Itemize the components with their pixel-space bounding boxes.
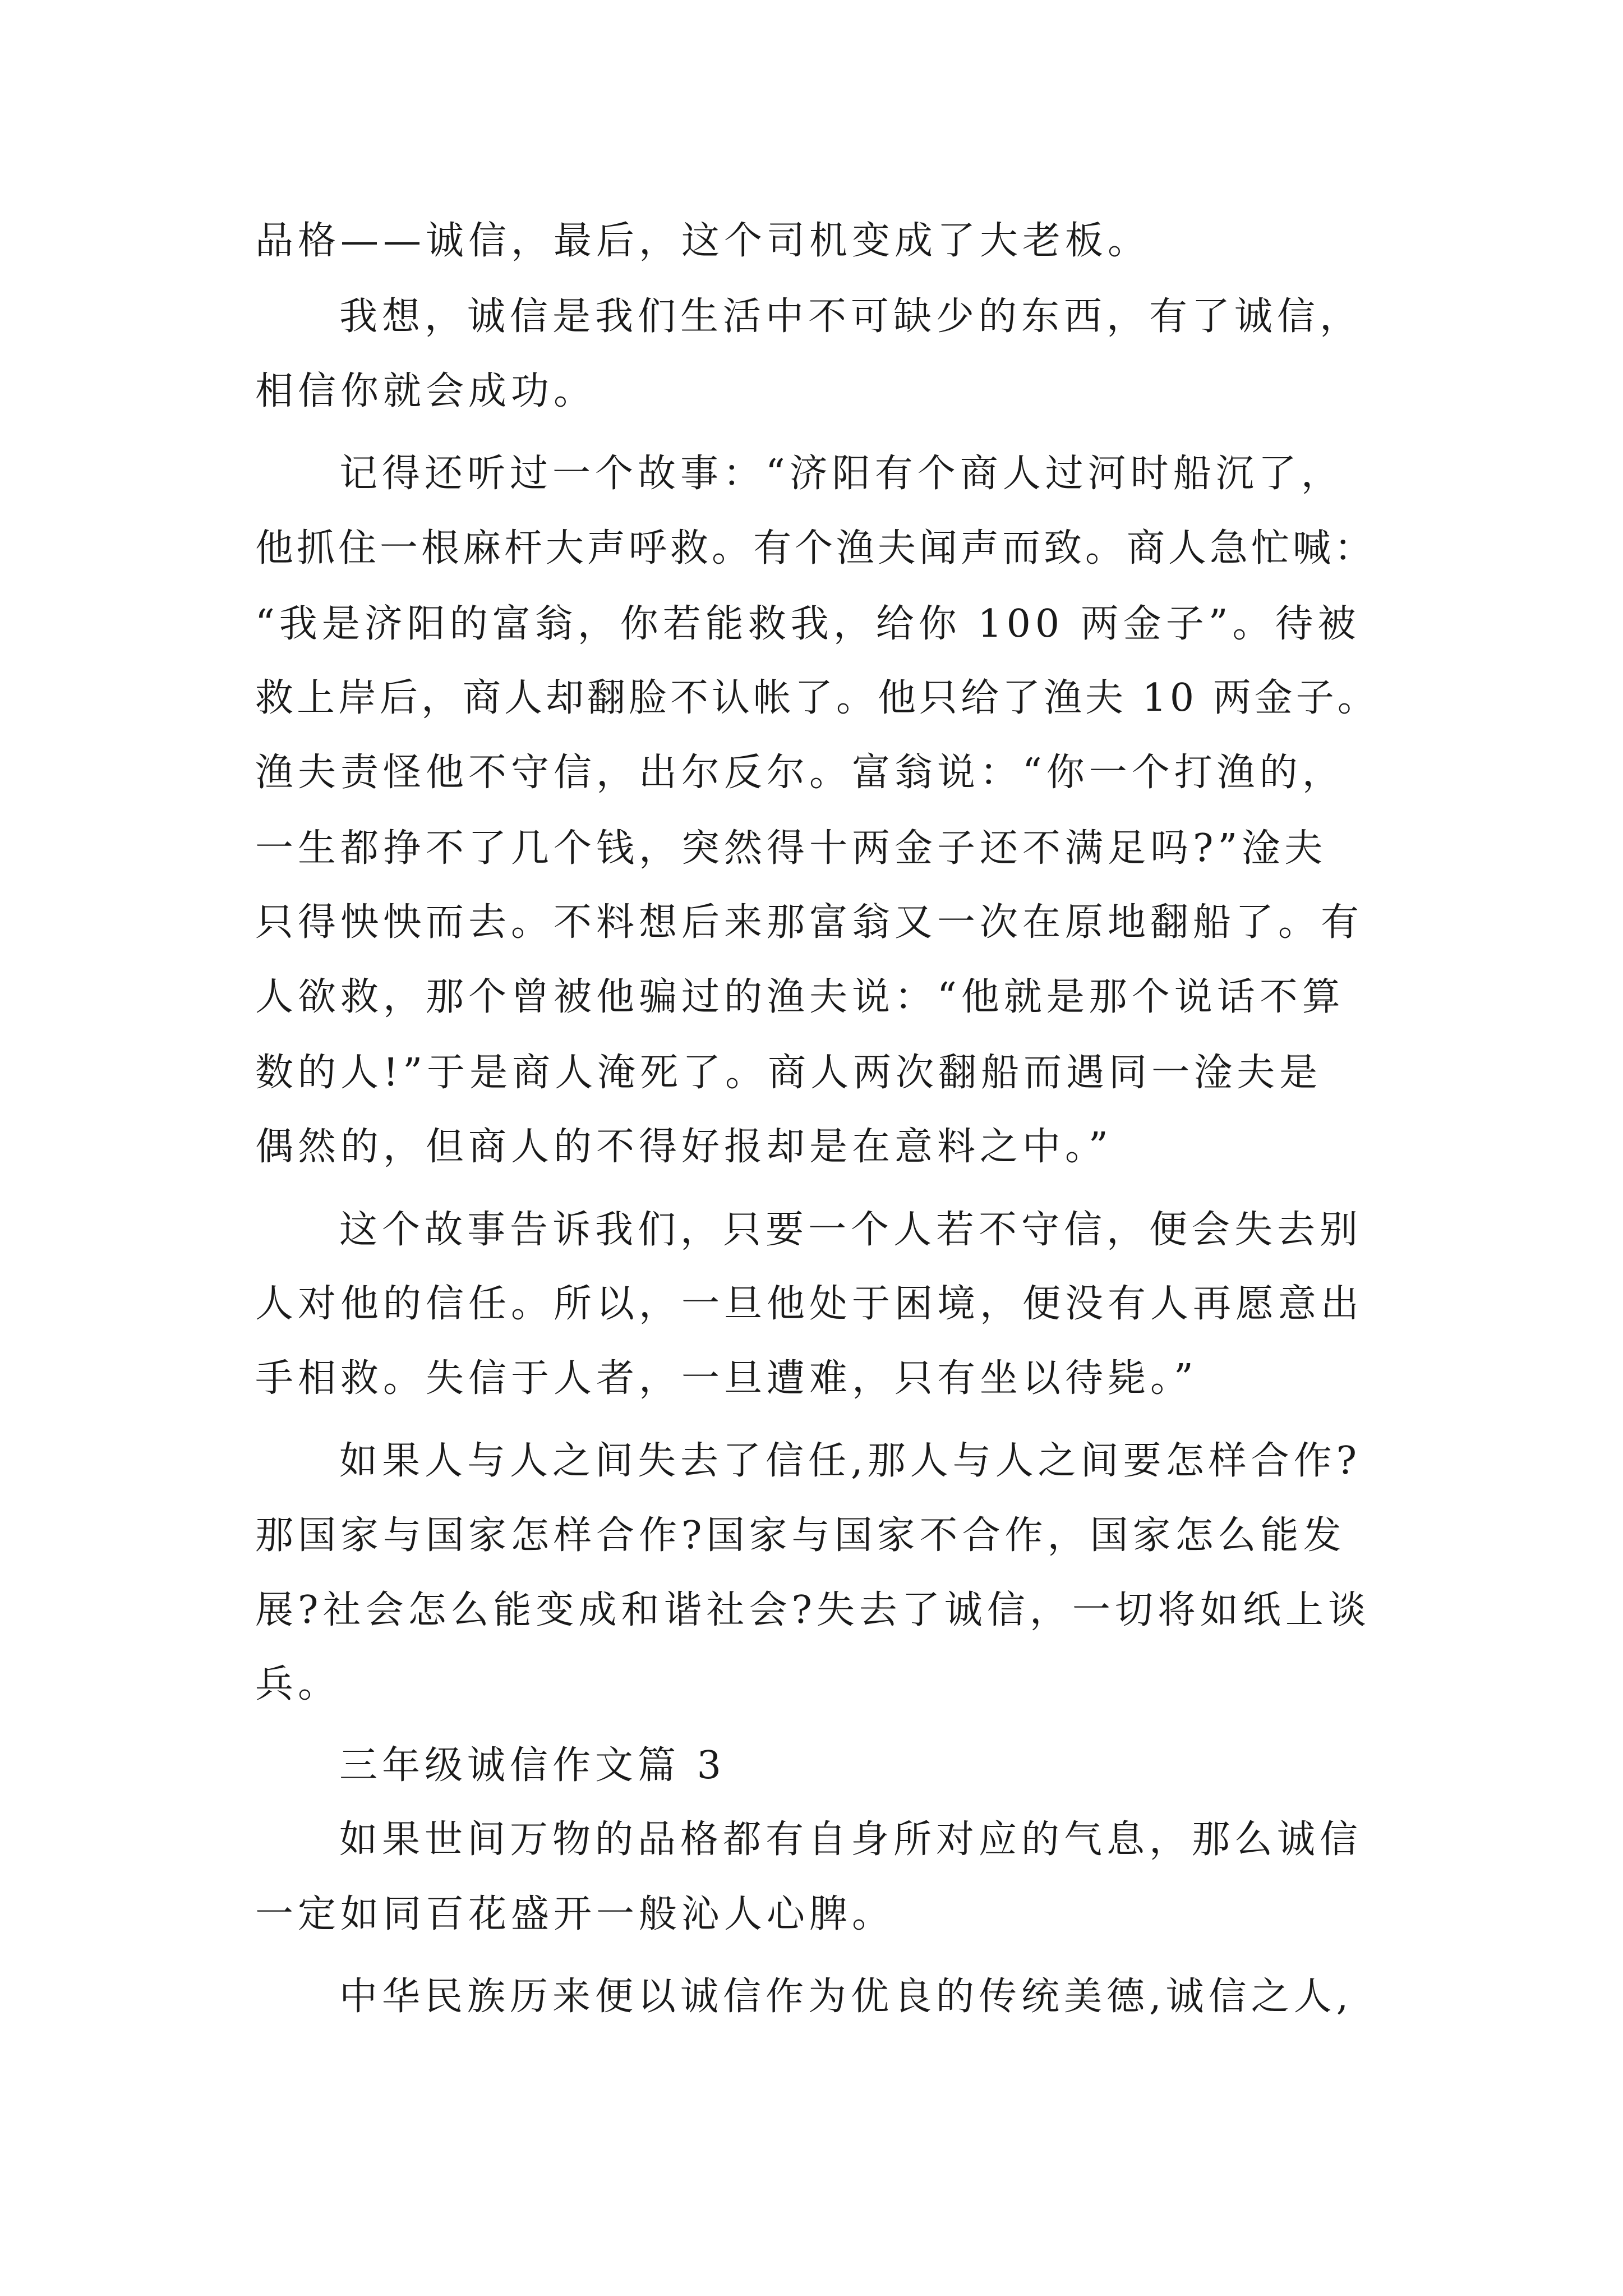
text-line: 品格——诚信，最后，这个司机变成了大老板。 <box>255 219 1151 263</box>
text-line: 偶然的，但商人的不得好报却是在意料之中。” <box>255 1125 1113 1169</box>
paragraph-start-line: 中华民族历来便以诚信作为优良的传统美德,诚信之人, <box>339 1975 1353 2019</box>
text-line: “我是济阳的富翁，你若能救我，给你 100 两金子”。待被 <box>255 602 1361 646</box>
section-heading: 三年级诚信作文篇 3 <box>339 1743 726 1788</box>
text-line: 手相救。失信于人者，一旦遭难，只有坐以待毙。” <box>255 1356 1198 1401</box>
text-line: 渔夫责怪他不守信，出尔反尔。富翁说：“你一个打渔的， <box>255 751 1345 795</box>
text-line: 人对他的信任。所以，一旦他处于困境，便没有人再愿意出 <box>255 1282 1364 1326</box>
paragraph-start-line: 记得还听过一个故事：“济阳有个商人过河时船沉了， <box>339 452 1344 496</box>
paragraph-start-line: 我想，诚信是我们生活中不可缺少的东西，有了诚信， <box>339 295 1363 339</box>
paragraph-start-line: 这个故事告诉我们，只要一个人若不守信，便会失去别 <box>339 1208 1363 1252</box>
text-line: 数的人!”于是商人淹死了。商人两次翻船而遇同一淦夫是 <box>255 1051 1322 1095</box>
text-line: 展?社会怎么能变成和谐社会?失去了诚信，一切将如纸上谈 <box>255 1588 1371 1632</box>
paragraph-start-line: 如果人与人之间失去了信任,那人与人之间要怎样合作? <box>339 1439 1362 1483</box>
text-line: 兵。 <box>255 1662 341 1706</box>
text-line: 一定如同百花盛开一般沁人心脾。 <box>255 1892 895 1936</box>
text-line: 那国家与国家怎样合作?国家与国家不合作，国家怎么能发 <box>255 1513 1346 1558</box>
text-line: 他抓住一根麻杆大声呼救。有个渔夫闻声而致。商人急忙喊： <box>255 526 1376 570</box>
text-line: 相信你就会成功。 <box>255 369 597 413</box>
text-line: 人欲救，那个曾被他骗过的渔夫说：“他就是那个说话不算 <box>255 975 1345 1019</box>
text-line: 救上岸后，商人却翻脸不认帐了。他只给了渔夫 10 两金子。 <box>255 676 1379 720</box>
text-line: 一生都挣不了几个钱，突然得十两金子还不满足吗?”淦夫 <box>255 826 1327 871</box>
text-line: 只得怏怏而去。不料想后来那富翁又一次在原地翻船了。有 <box>255 900 1364 945</box>
paragraph-start-line: 如果世间万物的品格都有自身所对应的气息，那么诚信 <box>339 1818 1363 1862</box>
